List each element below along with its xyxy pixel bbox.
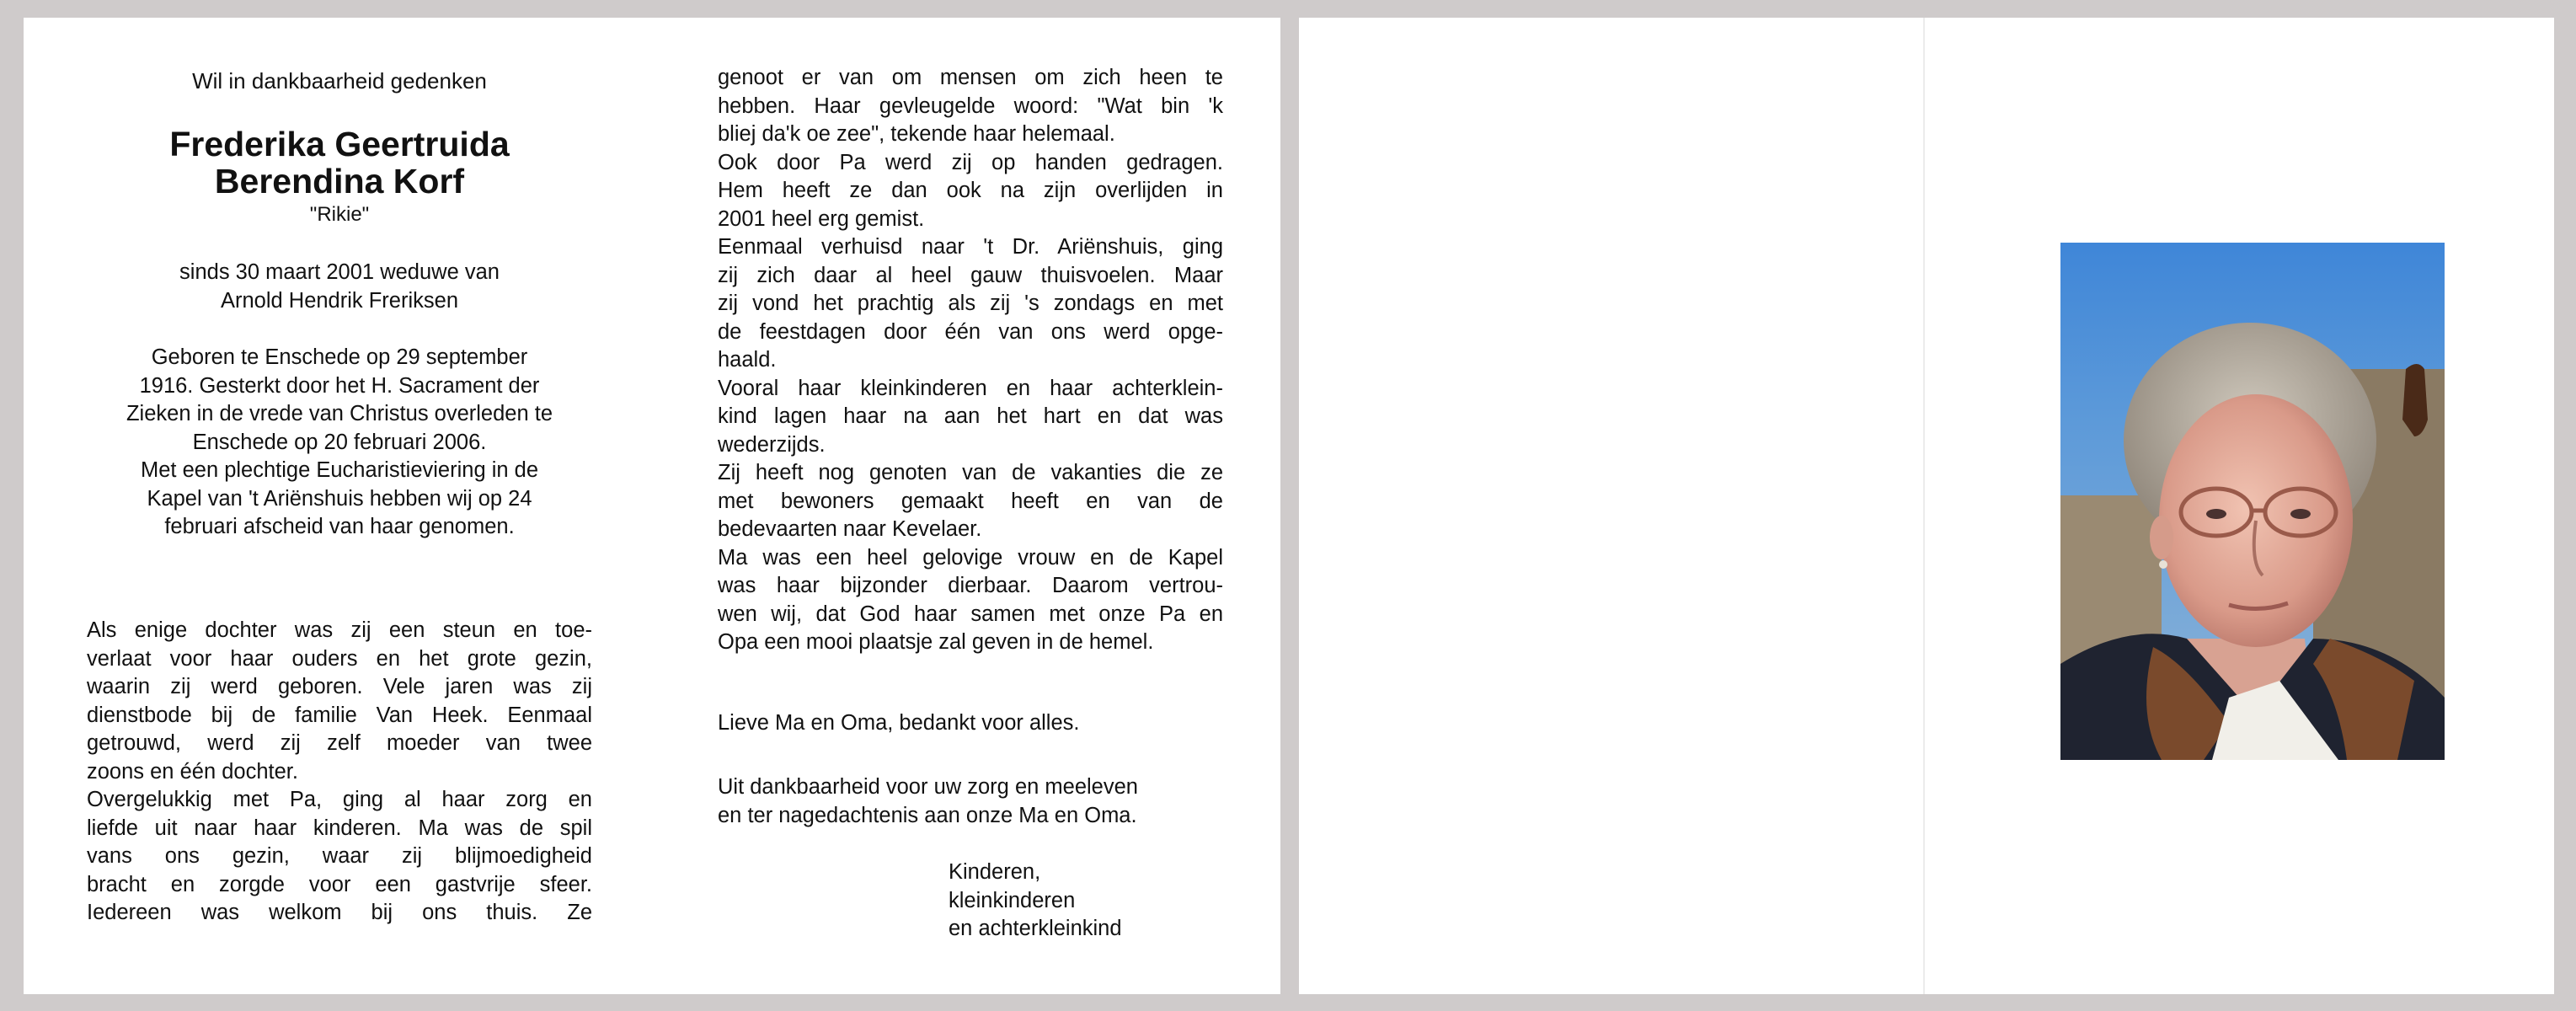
story-line: zoons en één dochter. bbox=[87, 759, 298, 784]
signature-line: en achterkleinkind bbox=[949, 917, 1122, 940]
memory-line: kind lagen haar na aan het hart en dat was bbox=[718, 404, 1223, 428]
nickname: "Rikie" bbox=[309, 203, 370, 226]
bio-line: Geboren te Enschede op 29 september bbox=[151, 345, 528, 369]
right-card-page bbox=[1299, 18, 2554, 994]
memory-line: de feestdagen door één van ons werd opge- bbox=[718, 319, 1223, 344]
story-line: Overgelukkig met Pa, ging al haar zorg en bbox=[87, 788, 592, 811]
memory-line: Opa een mooi plaatsje zal geven in de hemel. bbox=[718, 630, 1154, 654]
memory-line: Eenmaal verhuisd naar 't Dr. Ariënshuis, ging bbox=[718, 235, 1223, 259]
memory-line: was haar bijzonder dierbaar. Daarom vertrou- bbox=[718, 574, 1223, 597]
card-column-right bbox=[718, 64, 1223, 940]
memories-paragraph bbox=[718, 64, 1223, 657]
memory-line: Hem heeft ze dan ook na zijn overlijden in bbox=[718, 179, 1223, 202]
deceased-name-line1: Frederika Geertruida bbox=[169, 125, 510, 163]
bio-line: februari afscheid van haar genomen. bbox=[164, 515, 515, 538]
memory-line: haald. bbox=[718, 348, 777, 372]
fold-line bbox=[1923, 18, 1925, 994]
left-card-page bbox=[24, 18, 1280, 994]
memory-line: 2001 heel erg gemist. bbox=[718, 206, 925, 231]
closing-line1: Uit dankbaarheid voor uw zorg en meeleven bbox=[718, 775, 1138, 799]
story-line: waarin zij werd geboren. Vele jaren was zij bbox=[87, 675, 592, 698]
story-line: Als enige dochter was zij een steun en toe- bbox=[87, 618, 592, 642]
memory-line: met bewoners gemaakt heeft en van de bbox=[718, 489, 1223, 513]
story-line: liefde uit naar haar kinderen. Ma was de spil bbox=[87, 816, 592, 840]
memory-line: genoot er van om mensen om zich heen te bbox=[718, 66, 1223, 89]
story-paragraph bbox=[87, 617, 592, 928]
widow-line2: Arnold Hendrik Freriksen bbox=[220, 289, 459, 313]
story-line: verlaat voor haar ouders en het grote gezin, bbox=[87, 646, 592, 671]
thanks-line: Lieve Ma en Oma, bedankt voor alles. bbox=[718, 711, 1080, 735]
memory-line: Zij heeft nog genoten van de vakanties die ze bbox=[718, 461, 1223, 484]
memory-line: zij zich daar al heel gauw thuisvoelen. Maar bbox=[718, 263, 1223, 287]
bio-line: Kapel van 't Ariënshuis hebben wij op 24 bbox=[147, 486, 532, 511]
bio-line: 1916. Gesterkt door het H. Sacrament der bbox=[139, 373, 540, 398]
signature-line: kleinkinderen bbox=[949, 888, 1076, 912]
memory-line: Ma was een heel gelovige vrouw en de Kapel bbox=[718, 545, 1223, 570]
biography-block bbox=[87, 344, 592, 542]
deceased-name-line2: Berendina Korf bbox=[214, 162, 465, 201]
memory-line: hebben. Haar gevleugelde woord: "Wat bin 'k bbox=[718, 94, 1223, 118]
widow-line1: sinds 30 maart 2001 weduwe van bbox=[179, 260, 500, 284]
memory-line: Vooral haar kleinkinderen en haar achterklein- bbox=[718, 376, 1223, 400]
memory-line: wederzijds. bbox=[718, 432, 826, 457]
story-line: getrouwd, werd zij zelf moeder van twee bbox=[87, 731, 592, 755]
story-line: Iedereen was welkom bij ons thuis. Ze bbox=[87, 901, 592, 924]
bio-line: Met een plechtige Eucharistieviering in de bbox=[140, 458, 539, 482]
bio-line: Enschede op 20 februari 2006. bbox=[192, 430, 487, 454]
bio-line: Zieken in de vrede van Christus overleden te bbox=[126, 402, 553, 425]
story-line: vans ons gezin, waar zij blijmoedigheid bbox=[87, 844, 592, 868]
memory-line: Ook door Pa werd zij op handen gedragen. bbox=[718, 150, 1223, 174]
portrait-photo bbox=[2060, 243, 2445, 760]
story-line: dienstbode bij de familie Van Heek. Eenmaal bbox=[87, 703, 592, 727]
signature-block bbox=[949, 859, 1218, 944]
intro-line: Wil in dankbaarheid gedenken bbox=[192, 68, 487, 94]
signature-line: Kinderen, bbox=[949, 860, 1041, 884]
closing-line2: en ter nagedachtenis aan onze Ma en Oma. bbox=[718, 804, 1137, 827]
story-line: bracht en zorgde voor een gastvrije sfeer. bbox=[87, 872, 592, 896]
memory-line: zij vond het prachtig als zij 's zondags en met bbox=[718, 292, 1223, 315]
memory-line: bliej da'k oe zee", tekende haar helemaal. bbox=[718, 122, 1115, 146]
memory-line: wen wij, dat God haar samen met onze Pa en bbox=[718, 602, 1223, 626]
memory-line: bedevaarten naar Kevelaer. bbox=[718, 517, 982, 541]
